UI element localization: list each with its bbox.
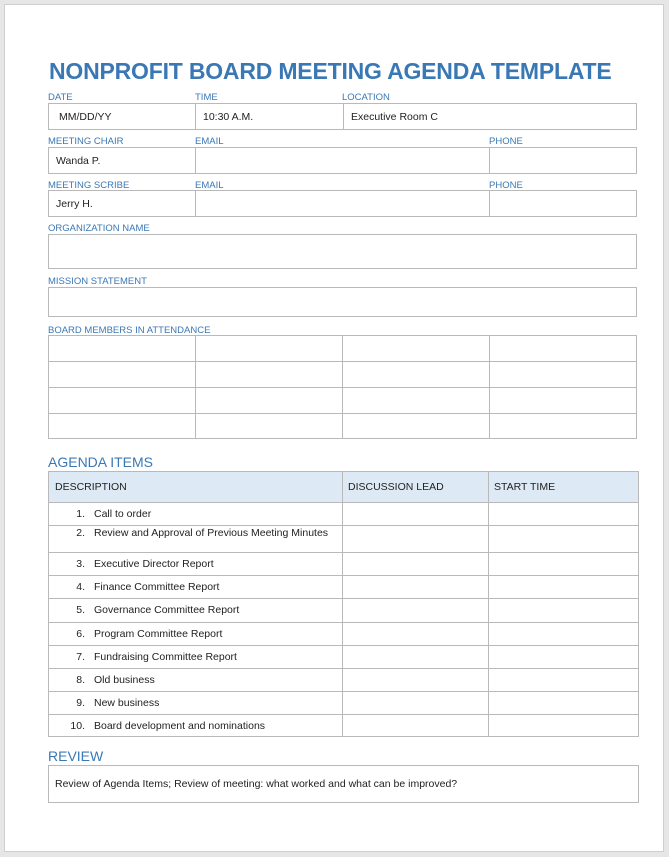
agenda-item-description: New business	[94, 697, 160, 709]
meeting-scribe-field[interactable]: Jerry H.	[56, 197, 93, 210]
page-title: NONPROFIT BOARD MEETING AGENDA TEMPLATE	[49, 58, 612, 84]
row-divider	[49, 622, 638, 623]
agenda-item-number: 10.	[70, 720, 85, 732]
chair-email-label: EMAIL	[195, 136, 224, 147]
agenda-header-row	[49, 472, 638, 502]
scribe-phone-label: PHONE	[489, 180, 523, 191]
organization-name-value	[49, 235, 636, 268]
row-divider	[49, 668, 638, 669]
agenda-item-number: 1.	[76, 508, 85, 520]
row-divider	[49, 598, 638, 599]
document-page	[4, 4, 664, 852]
agenda-item-description: Old business	[94, 674, 155, 686]
review-heading: REVIEW	[48, 748, 104, 764]
board-members-grid[interactable]	[48, 335, 637, 439]
meeting-chair-row	[48, 147, 637, 174]
date-field[interactable]: MM/DD/YY	[59, 110, 112, 123]
meeting-chair-label: MEETING CHAIR	[48, 136, 124, 147]
row-divider	[49, 714, 638, 715]
agenda-item-number: 6.	[76, 628, 85, 640]
time-label: TIME	[195, 92, 218, 103]
row-divider	[49, 691, 638, 692]
meeting-chair-field[interactable]: Wanda P.	[56, 154, 101, 167]
agenda-item-description: Governance Committee Report	[94, 604, 240, 616]
agenda-item-number: 2.	[76, 527, 85, 539]
col-description: DESCRIPTION	[55, 481, 127, 493]
agenda-item-description: Call to order	[94, 508, 152, 520]
column-divider	[342, 472, 343, 736]
column-divider	[488, 472, 489, 736]
grid-divider	[49, 361, 636, 362]
organization-name-field[interactable]	[48, 234, 637, 269]
chair-email-field[interactable]	[196, 148, 489, 173]
agenda-item-description: Finance Committee Report	[94, 581, 220, 593]
chair-phone-label: PHONE	[489, 136, 523, 147]
agenda-item-number: 3.	[76, 558, 85, 570]
review-text: Review of Agenda Items; Review of meeting: what worked and what can be improved?	[55, 778, 458, 790]
mission-statement-label: MISSION STATEMENT	[48, 276, 147, 287]
date-label: DATE	[48, 92, 73, 103]
mission-statement-value	[49, 288, 636, 316]
scribe-phone-field[interactable]	[490, 191, 636, 216]
agenda-item-description: Executive Director Report	[94, 558, 214, 570]
col-discussion-lead: DISCUSSION LEAD	[348, 481, 444, 493]
row-divider	[49, 502, 638, 503]
chair-phone-field[interactable]	[490, 148, 636, 173]
row-divider	[49, 645, 638, 646]
agenda-item-number: 8.	[76, 674, 85, 686]
meeting-info-row	[48, 103, 637, 130]
agenda-table	[48, 471, 639, 737]
row-divider	[49, 575, 638, 576]
organization-name-label: ORGANIZATION NAME	[48, 223, 150, 234]
row-divider	[49, 525, 638, 526]
location-label: LOCATION	[342, 92, 390, 103]
review-field[interactable]	[48, 765, 639, 803]
grid-divider	[49, 413, 636, 414]
meeting-scribe-label: MEETING SCRIBE	[48, 180, 130, 191]
location-field[interactable]: Executive Room C	[351, 110, 438, 123]
agenda-item-description: Review and Approval of Previous Meeting Minutes	[94, 527, 329, 539]
board-members-label: BOARD MEMBERS IN ATTENDANCE	[48, 325, 211, 336]
agenda-item-number: 4.	[76, 581, 85, 593]
agenda-item-number: 9.	[76, 697, 85, 709]
agenda-items-heading: AGENDA ITEMS	[48, 454, 154, 470]
row-divider	[49, 552, 638, 553]
agenda-item-description: Program Committee Report	[94, 628, 223, 640]
scribe-email-label: EMAIL	[195, 180, 224, 191]
scribe-email-field[interactable]	[196, 191, 489, 216]
agenda-item-description: Fundraising Committee Report	[94, 651, 237, 663]
agenda-item-description: Board development and nominations	[94, 720, 266, 732]
agenda-item-number: 5.	[76, 604, 85, 616]
time-field[interactable]: 10:30 A.M.	[203, 110, 254, 123]
col-start-time: START TIME	[494, 481, 556, 493]
mission-statement-field[interactable]	[48, 287, 637, 317]
grid-divider	[49, 387, 636, 388]
meeting-scribe-row	[48, 190, 637, 217]
agenda-item-number: 7.	[76, 651, 85, 663]
